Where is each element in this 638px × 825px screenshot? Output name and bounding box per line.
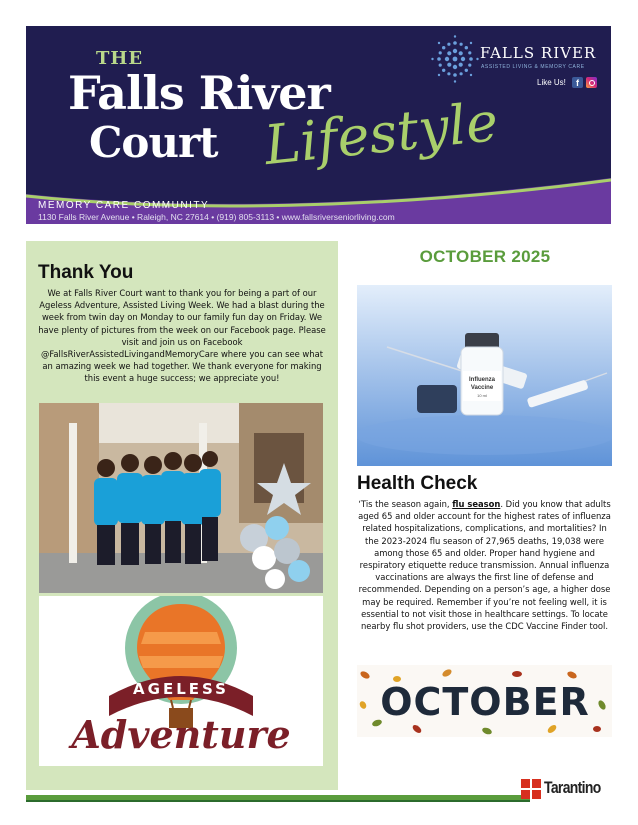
adventure-word: Adventure <box>71 712 291 757</box>
vaccine-label-line1: Influenza <box>468 377 496 383</box>
title-court: Court <box>89 118 218 167</box>
issue-month: OCTOBER 2025 <box>419 247 551 266</box>
vaccine-label-line3: 10 ml <box>477 393 487 398</box>
title-lifestyle: Lifestyle <box>261 89 501 178</box>
flu-season-link[interactable]: flu season <box>452 499 501 509</box>
health-check-text: . Did you know that adults aged 65 and older account for the highest rates of influenza related hospitalizations, complications, and mortalities? In the 2023-2024 flu season of 27,965 deaths, 19,038 were among those 65 and older. Proper hand hygiene and respiratory etiquette reduce transmission. Annual influenza vaccinations are always the first line of defense and recommended. Depending on a person’s age, a higher dose may be required. Remember if you’re not feeling well, it is essential to not visit those in healthcare settings. To locate nearby flu shot providers, use the CDC Vaccine Finder tool. <box>358 499 611 632</box>
header-banner <box>26 26 611 224</box>
community-label: MEMORY CARE COMMUNITY <box>38 200 210 211</box>
flu-vaccine-photo <box>357 285 612 466</box>
health-check-title: Health Check <box>357 473 478 494</box>
thank-you-panel <box>26 241 338 790</box>
health-check-intro: ‘Tis the season again, <box>358 499 450 509</box>
october-word: OCTOBER <box>380 680 590 724</box>
instagram-icon[interactable] <box>586 77 597 88</box>
thank-you-body: We at Falls River Court want to thank you for being a part of our Ageless Adventure, Assisted Living Week. We had a blast during the week from twin day on Monday to our family fun day on Friday. We have plenty of pictures from the week on our Facebook page. Please visit and join us on Facebook @FallsRiverAssistedLivingandMemoryCare where you can see what an amazing week we had together. We thank everyone for making this event a huge success; we appreciate you! <box>38 288 326 384</box>
like-us-label: Like Us! <box>537 78 566 87</box>
logo-name: FALLS RIVER <box>480 44 597 62</box>
address-line: 1130 Falls River Avenue • Raleigh, NC 27614 • (919) 805-3113 • www.fallsriverseniorliving.com <box>38 212 395 222</box>
ageless-adventure-logo <box>39 596 323 766</box>
title-the: THE <box>96 48 144 69</box>
footer-bar-dark <box>26 800 530 802</box>
october-banner <box>357 665 612 737</box>
title-falls-river: Falls River <box>68 66 330 120</box>
thank-you-title: Thank You <box>38 262 134 283</box>
tarantino-logo-icon <box>521 779 541 799</box>
falls-river-logo[interactable] <box>430 34 610 84</box>
vaccine-label-line2: Vaccine <box>470 385 494 391</box>
tarantino-brand: Tarantino <box>544 778 601 797</box>
health-check-body <box>357 498 612 632</box>
ageless-word: AGELESS <box>133 680 229 698</box>
facebook-icon[interactable]: f <box>572 77 583 88</box>
group-photo <box>39 403 323 593</box>
logo-dot-icon <box>430 34 480 84</box>
logo-subtitle: ASSISTED LIVING & MEMORY CARE <box>481 64 585 70</box>
